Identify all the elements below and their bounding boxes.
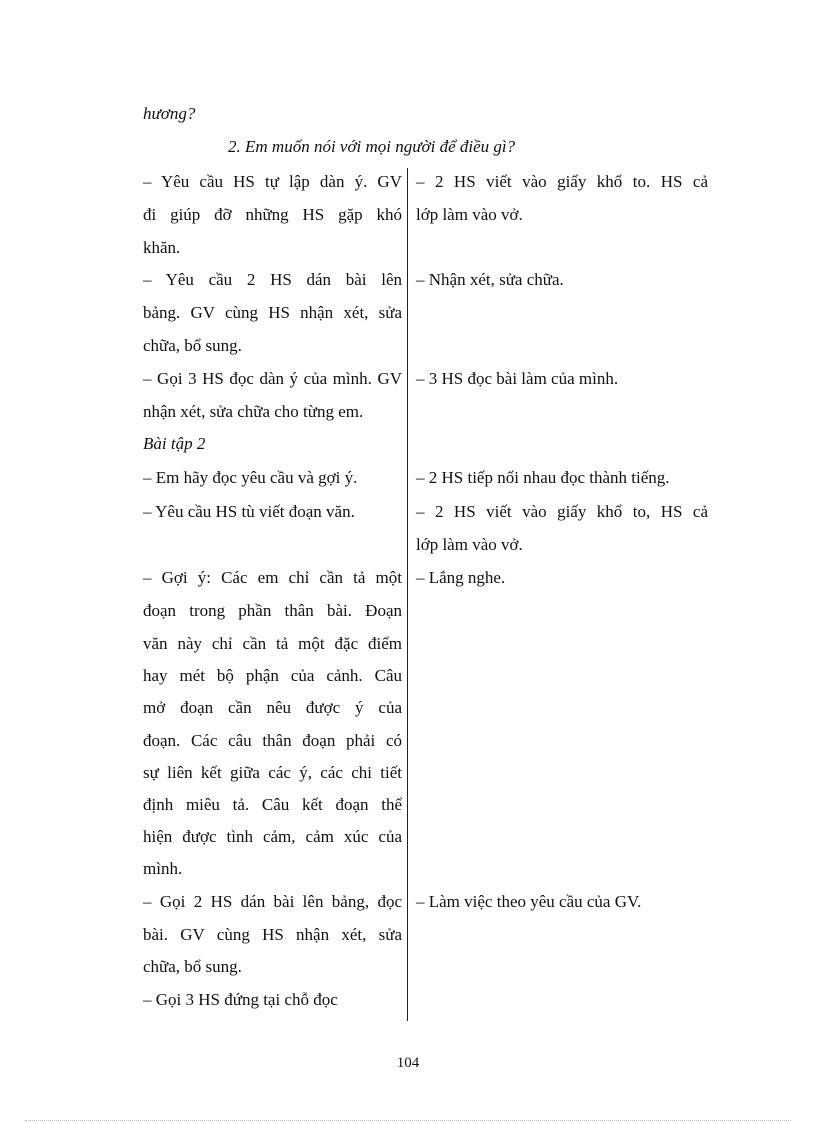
footer-divider [25, 1120, 791, 1121]
row-5-left-line-6: sự liên kết giữa các ý, các chi tiết [143, 763, 402, 782]
row-0-left-line-2: khăn. [143, 238, 181, 257]
row-5-left-line-8: hiện được tình cảm, cảm xúc của [143, 827, 402, 846]
row-5-left-line-2: văn này chỉ cần tả một đặc điểm [143, 634, 402, 653]
row-4-left-line-0: – Yêu cầu HS tù viết đoạn văn. [143, 502, 355, 521]
row-1-right-line-0: – Nhận xét, sửa chữa. [416, 270, 564, 289]
row-1-left-line-0: – Yêu cầu 2 HS dán bài lên [143, 270, 402, 289]
row-5-left-line-9: mình. [143, 859, 183, 878]
row-0-left-line-0: – Yêu cầu HS tự lập dàn ý. GV [143, 172, 402, 191]
row-0-left-line-1: đi giúp đỡ những HS gặp khó [143, 205, 402, 224]
column-divider [407, 168, 408, 1021]
row-0-right-line-0: – 2 HS viết vào giấy khổ to. HS cả [416, 172, 708, 191]
row-6-left-line-1: bài. GV cùng HS nhận xét, sửa [143, 925, 402, 944]
row-5-right-line-0: – Lắng nghe. [416, 568, 506, 587]
row-0-right-line-1: lớp làm vào vở. [416, 205, 523, 224]
row-6-left-line-2: chữa, bổ sung. [143, 957, 242, 976]
row-4-right-line-1: lớp làm vào vở. [416, 535, 523, 554]
row-1-left-line-1: bảng. GV cùng HS nhận xét, sửa [143, 303, 402, 322]
row-6-right-line-0: – Làm việc theo yêu cầu của GV. [416, 892, 642, 911]
row-2-left-line-1: nhận xét, sửa chữa cho từng em. [143, 402, 364, 421]
row-3-left-line-0: – Em hãy đọc yêu cầu và gợi ý. [143, 468, 358, 487]
section-title: Bài tập 2 [143, 434, 206, 453]
row-5-left-line-1: đoạn trong phần thân bài. Đoạn [143, 601, 402, 620]
row-2-right-line-0: – 3 HS đọc bài làm của mình. [416, 369, 619, 388]
row-4-right-line-0: – 2 HS viết vào giấy khổ to, HS cả [416, 502, 708, 521]
heading-continuation: hương? [143, 104, 196, 123]
row-5-left-line-4: mở đoạn cần nêu được ý của [143, 698, 402, 717]
row-2-left-line-0: – Gọi 3 HS đọc dàn ý của mình. GV [143, 369, 402, 388]
row-1-left-line-2: chữa, bổ sung. [143, 336, 242, 355]
row-5-left-line-5: đoạn. Các câu thân đoạn phải có [143, 731, 402, 750]
row-6-left-line-3: – Gọi 3 HS đứng tại chỗ đọc [143, 990, 338, 1009]
row-5-left-line-3: hay mét bộ phận của cảnh. Câu [143, 666, 402, 685]
row-6-left-line-0: – Gọi 2 HS dán bài lên bảng, đọc [143, 892, 402, 911]
row-5-left-line-0: – Gợi ý: Các em chỉ cần tả một [143, 568, 402, 587]
row-5-left-line-7: định miêu tả. Câu kết đoạn thể [143, 795, 402, 814]
question-2: 2. Em muốn nói với mọi người để điều gì? [228, 137, 516, 156]
row-3-right-line-0: – 2 HS tiếp nối nhau đọc thành tiếng. [416, 468, 670, 487]
page-number: 104 [396, 1055, 420, 1071]
